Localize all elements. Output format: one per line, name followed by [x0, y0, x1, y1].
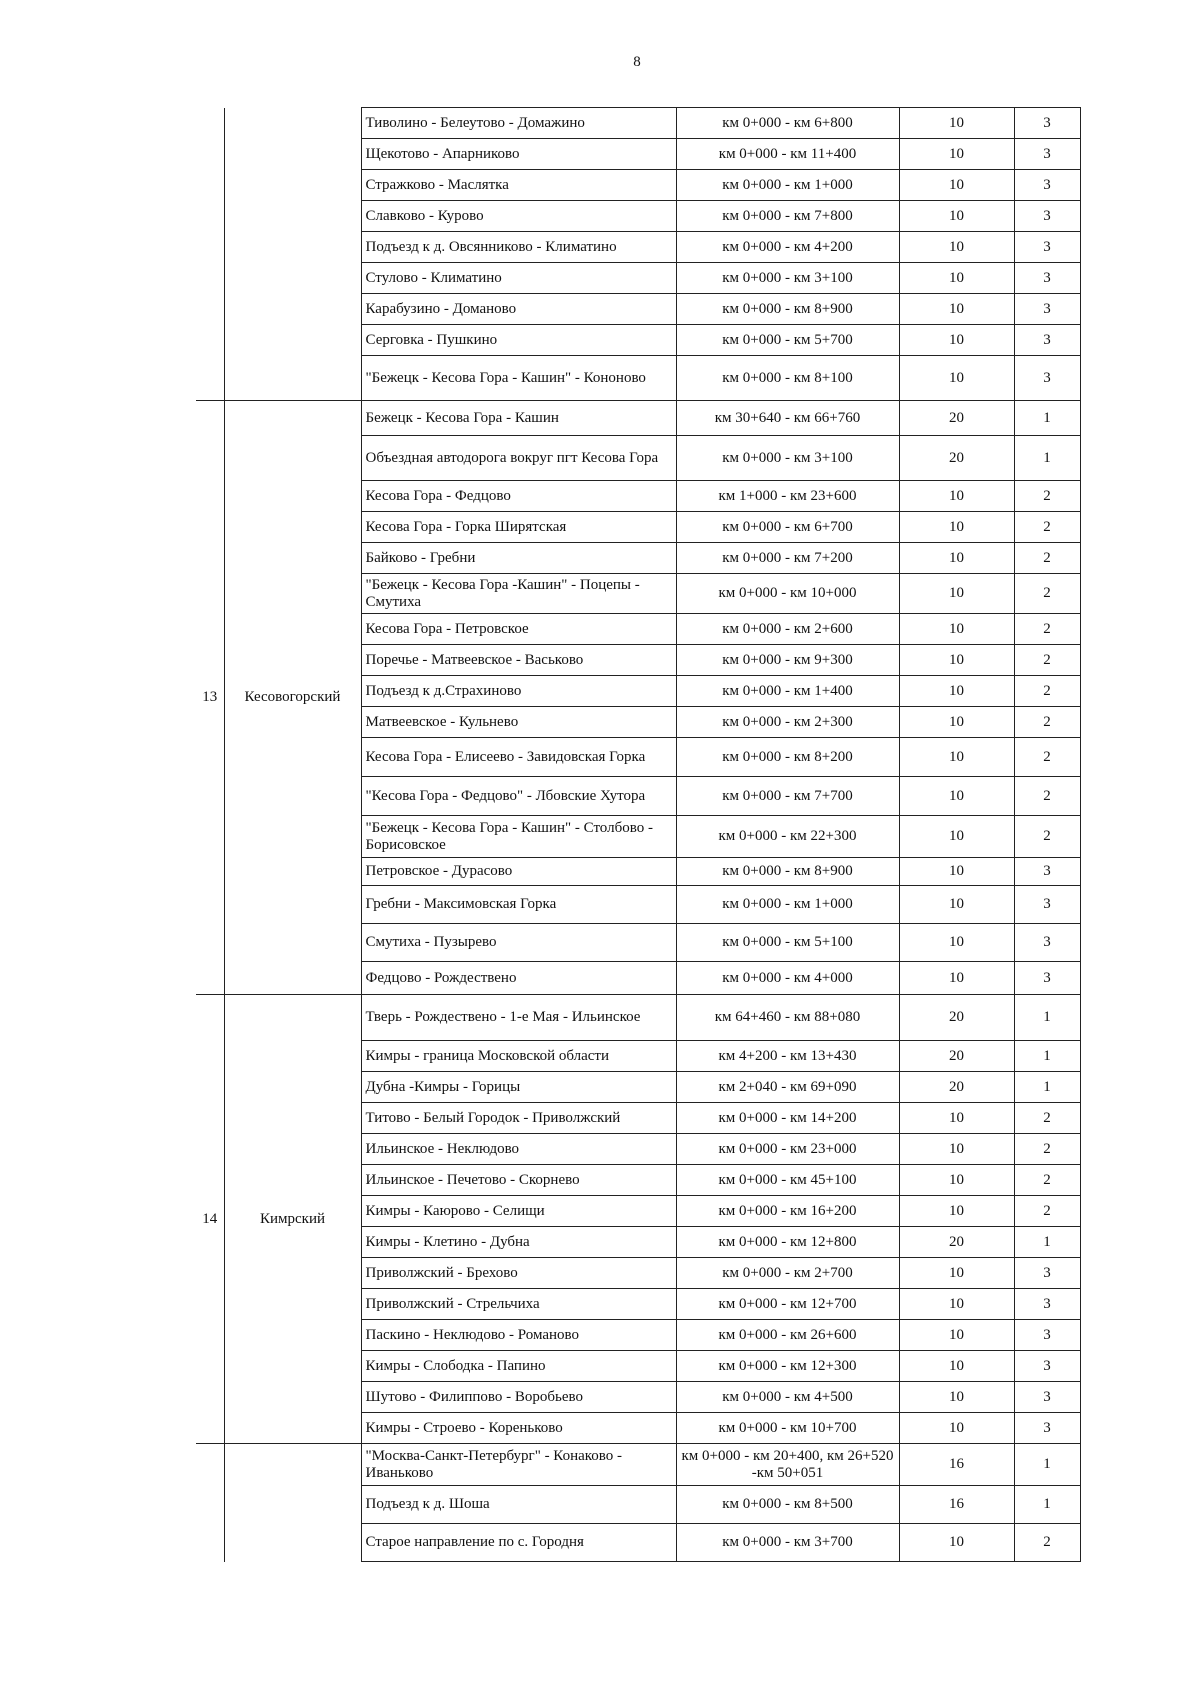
district-name [224, 108, 361, 401]
road-category: 2 [1014, 614, 1080, 645]
road-width: 10 [899, 1382, 1014, 1413]
road-name: Кесова Гора - Елисеево - Завидовская Горка [361, 738, 676, 777]
district-number [196, 108, 224, 401]
road-category: 2 [1014, 816, 1080, 858]
km-range: км 0+000 - км 4+000 [676, 962, 899, 995]
road-width: 10 [899, 858, 1014, 886]
km-range: км 0+000 - км 4+500 [676, 1382, 899, 1413]
road-category: 1 [1014, 1041, 1080, 1072]
road-category: 2 [1014, 543, 1080, 574]
road-category: 1 [1014, 401, 1080, 436]
road-name: Шутово - Филиппово - Воробьево [361, 1382, 676, 1413]
road-width: 10 [899, 924, 1014, 962]
road-name: Тиволино - Белеутово - Домажино [361, 108, 676, 139]
km-range: км 0+000 - км 26+600 [676, 1320, 899, 1351]
district-name: Кесовогорский [224, 401, 361, 995]
km-range: км 0+000 - км 5+700 [676, 325, 899, 356]
page-number: 8 [633, 54, 641, 70]
road-width: 10 [899, 614, 1014, 645]
road-width: 20 [899, 1041, 1014, 1072]
road-category: 3 [1014, 294, 1080, 325]
road-category: 2 [1014, 777, 1080, 816]
road-name: Бежецк - Кесова Гора - Кашин [361, 401, 676, 436]
road-width: 16 [899, 1444, 1014, 1486]
road-category: 2 [1014, 1134, 1080, 1165]
road-name: Щекотово - Апарниково [361, 139, 676, 170]
road-width: 10 [899, 1165, 1014, 1196]
road-category: 2 [1014, 1103, 1080, 1134]
road-category: 3 [1014, 139, 1080, 170]
km-range: км 0+000 - км 6+800 [676, 108, 899, 139]
km-range: км 0+000 - км 22+300 [676, 816, 899, 858]
road-category: 3 [1014, 1382, 1080, 1413]
road-category: 1 [1014, 1072, 1080, 1103]
road-name: Федцово - Рождествено [361, 962, 676, 995]
road-width: 20 [899, 436, 1014, 481]
km-range: км 0+000 - км 8+900 [676, 858, 899, 886]
road-name: Смутиха - Пузырево [361, 924, 676, 962]
road-category: 3 [1014, 232, 1080, 263]
road-category: 1 [1014, 1486, 1080, 1524]
district-number [196, 1444, 224, 1562]
road-name: Серговка - Пушкино [361, 325, 676, 356]
road-category: 3 [1014, 108, 1080, 139]
km-range: км 0+000 - км 10+700 [676, 1413, 899, 1444]
district-number: 14 [196, 995, 224, 1444]
table-row [196, 401, 1080, 436]
road-category: 2 [1014, 1524, 1080, 1562]
road-name: "Кесова Гора - Федцово" - Лбовские Хутора [361, 777, 676, 816]
road-category: 3 [1014, 325, 1080, 356]
road-width: 10 [899, 201, 1014, 232]
km-range: км 0+000 - км 1+400 [676, 676, 899, 707]
road-width: 10 [899, 170, 1014, 201]
road-width: 10 [899, 232, 1014, 263]
road-width: 10 [899, 645, 1014, 676]
km-range: км 0+000 - км 4+200 [676, 232, 899, 263]
road-category: 3 [1014, 858, 1080, 886]
road-name: Кесова Гора - Горка Ширятская [361, 512, 676, 543]
road-category: 3 [1014, 924, 1080, 962]
km-range: км 0+000 - км 2+300 [676, 707, 899, 738]
road-name: "Бежецк - Кесова Гора - Кашин" - Кононово [361, 356, 676, 401]
road-width: 10 [899, 139, 1014, 170]
road-category: 3 [1014, 263, 1080, 294]
road-width: 10 [899, 481, 1014, 512]
road-width: 10 [899, 1258, 1014, 1289]
road-width: 10 [899, 574, 1014, 614]
road-name: Гребни - Максимовская Горка [361, 886, 676, 924]
road-name: Подъезд к д. Шоша [361, 1486, 676, 1524]
road-category: 2 [1014, 1165, 1080, 1196]
road-width: 10 [899, 356, 1014, 401]
road-width: 10 [899, 1320, 1014, 1351]
road-category: 2 [1014, 676, 1080, 707]
road-width: 10 [899, 263, 1014, 294]
road-name: Подъезд к д. Овсянниково - Климатино [361, 232, 676, 263]
road-name: Карабузино - Доманово [361, 294, 676, 325]
km-range: км 30+640 - км 66+760 [676, 401, 899, 436]
road-name: Тверь - Рождествено - 1-е Мая - Ильинское [361, 995, 676, 1041]
road-name: Кимры - граница Московской области [361, 1041, 676, 1072]
road-width: 10 [899, 543, 1014, 574]
road-width: 10 [899, 707, 1014, 738]
road-name: Стражково - Маслятка [361, 170, 676, 201]
road-name: Дубна -Кимры - Горицы [361, 1072, 676, 1103]
road-name: Кимры - Слободка - Папино [361, 1351, 676, 1382]
km-range: км 0+000 - км 7+200 [676, 543, 899, 574]
km-range: км 0+000 - км 8+500 [676, 1486, 899, 1524]
road-width: 16 [899, 1486, 1014, 1524]
km-range: км 2+040 - км 69+090 [676, 1072, 899, 1103]
km-range: км 0+000 - км 1+000 [676, 886, 899, 924]
road-width: 10 [899, 294, 1014, 325]
road-width: 10 [899, 816, 1014, 858]
km-range: км 0+000 - км 8+900 [676, 294, 899, 325]
road-name: Паскино - Неклюдово - Романово [361, 1320, 676, 1351]
district-name: Кимрский [224, 995, 361, 1444]
km-range: км 0+000 - км 8+200 [676, 738, 899, 777]
road-width: 10 [899, 325, 1014, 356]
road-width: 10 [899, 108, 1014, 139]
roads-table-body [196, 108, 1080, 1562]
roads-table [196, 107, 1081, 1562]
km-range: км 0+000 - км 1+000 [676, 170, 899, 201]
road-name: Петровское - Дурасово [361, 858, 676, 886]
road-width: 20 [899, 995, 1014, 1041]
road-width: 10 [899, 962, 1014, 995]
road-name: Ильинское - Неклюдово [361, 1134, 676, 1165]
km-range: км 0+000 - км 9+300 [676, 645, 899, 676]
road-name: Ильинское - Печетово - Скорнево [361, 1165, 676, 1196]
km-range: км 0+000 - км 3+100 [676, 436, 899, 481]
road-width: 10 [899, 512, 1014, 543]
km-range: км 0+000 - км 12+300 [676, 1351, 899, 1382]
road-name: Старое направление по с. Городня [361, 1524, 676, 1562]
road-width: 20 [899, 1227, 1014, 1258]
road-category: 3 [1014, 962, 1080, 995]
table-row [196, 995, 1080, 1041]
road-category: 1 [1014, 436, 1080, 481]
road-category: 3 [1014, 1289, 1080, 1320]
district-number: 13 [196, 401, 224, 995]
road-category: 3 [1014, 1351, 1080, 1382]
km-range: км 0+000 - км 12+700 [676, 1289, 899, 1320]
road-name: Объездная автодорога вокруг пгт Кесова Гора [361, 436, 676, 481]
km-range: км 0+000 - км 5+100 [676, 924, 899, 962]
km-range: км 0+000 - км 7+800 [676, 201, 899, 232]
road-name: Кимры - Клетино - Дубна [361, 1227, 676, 1258]
km-range: км 0+000 - км 10+000 [676, 574, 899, 614]
road-name: Байково - Гребни [361, 543, 676, 574]
road-width: 20 [899, 1072, 1014, 1103]
road-name: Приволжский - Стрельчиха [361, 1289, 676, 1320]
km-range: км 0+000 - км 11+400 [676, 139, 899, 170]
km-range: км 0+000 - км 6+700 [676, 512, 899, 543]
road-category: 2 [1014, 1196, 1080, 1227]
road-category: 1 [1014, 1444, 1080, 1486]
road-name: Стулово - Климатино [361, 263, 676, 294]
road-name: Подъезд к д.Страхиново [361, 676, 676, 707]
road-category: 2 [1014, 707, 1080, 738]
km-range: км 1+000 - км 23+600 [676, 481, 899, 512]
km-range: км 0+000 - км 12+800 [676, 1227, 899, 1258]
road-name: Кимры - Каюрово - Селищи [361, 1196, 676, 1227]
km-range: км 0+000 - км 14+200 [676, 1103, 899, 1134]
km-range: км 0+000 - км 3+100 [676, 263, 899, 294]
road-category: 2 [1014, 574, 1080, 614]
road-category: 3 [1014, 356, 1080, 401]
road-width: 10 [899, 1351, 1014, 1382]
km-range: км 64+460 - км 88+080 [676, 995, 899, 1041]
road-width: 10 [899, 738, 1014, 777]
road-category: 2 [1014, 738, 1080, 777]
road-category: 3 [1014, 201, 1080, 232]
road-width: 10 [899, 1134, 1014, 1165]
road-category: 3 [1014, 1413, 1080, 1444]
road-category: 3 [1014, 170, 1080, 201]
road-width: 10 [899, 676, 1014, 707]
road-width: 10 [899, 777, 1014, 816]
road-width: 10 [899, 1103, 1014, 1134]
road-name: Приволжский - Брехово [361, 1258, 676, 1289]
road-category: 3 [1014, 1320, 1080, 1351]
km-range: км 0+000 - км 23+000 [676, 1134, 899, 1165]
km-range: км 0+000 - км 3+700 [676, 1524, 899, 1562]
table-row [196, 108, 1080, 139]
road-width: 20 [899, 401, 1014, 436]
road-width: 10 [899, 1413, 1014, 1444]
road-width: 10 [899, 1289, 1014, 1320]
road-name: Титово - Белый Городок - Приволжский [361, 1103, 676, 1134]
road-category: 2 [1014, 645, 1080, 676]
road-category: 1 [1014, 995, 1080, 1041]
road-category: 3 [1014, 886, 1080, 924]
road-name: "Москва-Санкт-Петербург" - Конаково - Иваньково [361, 1444, 676, 1486]
km-range: км 0+000 - км 8+100 [676, 356, 899, 401]
road-width: 10 [899, 886, 1014, 924]
road-category: 1 [1014, 1227, 1080, 1258]
road-name: Кимры - Строево - Кореньково [361, 1413, 676, 1444]
road-name: Матвеевское - Кульнево [361, 707, 676, 738]
road-category: 2 [1014, 512, 1080, 543]
table-row [196, 1444, 1080, 1486]
road-name: "Бежецк - Кесова Гора - Кашин" - Столбово - Борисовское [361, 816, 676, 858]
road-name: "Бежецк - Кесова Гора -Кашин" - Поцепы - Смутиха [361, 574, 676, 614]
road-name: Поречье - Матвеевское - Васьково [361, 645, 676, 676]
road-name: Кесова Гора - Федцово [361, 481, 676, 512]
km-range: км 0+000 - км 2+600 [676, 614, 899, 645]
road-width: 10 [899, 1524, 1014, 1562]
km-range: км 0+000 - км 16+200 [676, 1196, 899, 1227]
km-range: км 0+000 - км 2+700 [676, 1258, 899, 1289]
km-range: км 0+000 - км 45+100 [676, 1165, 899, 1196]
road-width: 10 [899, 1196, 1014, 1227]
km-range: км 0+000 - км 7+700 [676, 777, 899, 816]
district-name [224, 1444, 361, 1562]
road-name: Кесова Гора - Петровское [361, 614, 676, 645]
road-category: 3 [1014, 1258, 1080, 1289]
km-range: км 4+200 - км 13+430 [676, 1041, 899, 1072]
road-category: 2 [1014, 481, 1080, 512]
km-range: км 0+000 - км 20+400, км 26+520 -км 50+051 [676, 1444, 899, 1486]
road-name: Славково - Курово [361, 201, 676, 232]
